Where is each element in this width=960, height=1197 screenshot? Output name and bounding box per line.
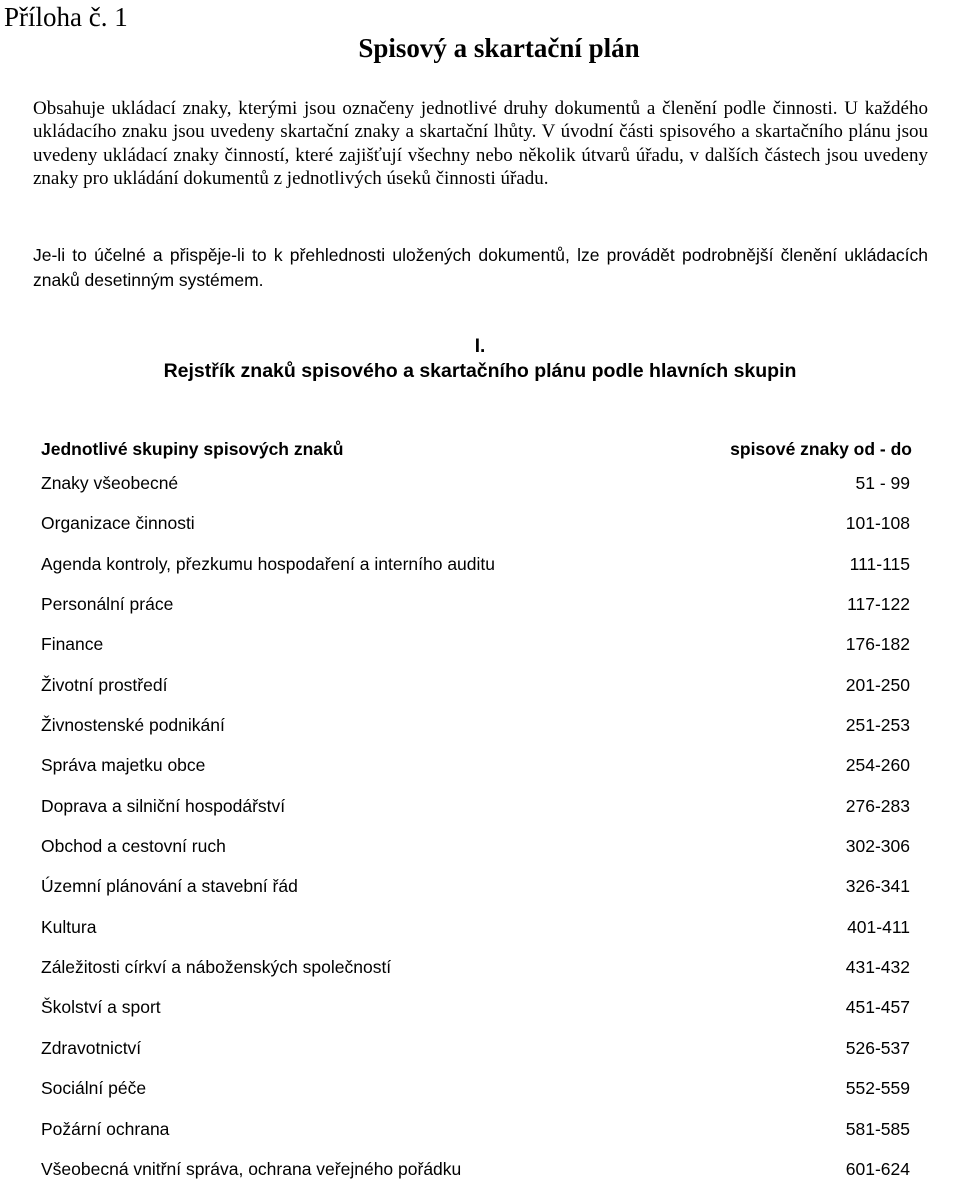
- table-row: [41, 1117, 912, 1157]
- table-row: [41, 995, 912, 1035]
- group-range: 176-182: [845, 634, 910, 655]
- group-range: 251-253: [845, 715, 910, 736]
- table-body: [41, 471, 912, 1197]
- table-header-row: [41, 437, 912, 471]
- group-name: Sociální péče: [41, 1078, 147, 1099]
- group-range: 111-115: [849, 553, 910, 574]
- group-name: Agenda kontroly, přezkumu hospodaření a interního auditu: [41, 553, 496, 574]
- group-range: 552-559: [845, 1078, 910, 1099]
- group-range: 117-122: [847, 594, 910, 615]
- group-name: Územní plánování a stavební řád: [41, 876, 298, 897]
- group-name: Životní prostředí: [41, 674, 168, 695]
- group-range: 302-306: [845, 836, 910, 857]
- attachment-label: Příloha č. 1: [4, 2, 128, 32]
- group-range: 401-411: [847, 916, 910, 937]
- group-range: 51 - 99: [855, 473, 910, 493]
- table-row: [41, 632, 912, 672]
- group-name: Personální práce: [41, 594, 174, 615]
- group-name: Doprava a silniční hospodářství: [41, 795, 286, 816]
- note-paragraph: Je-li to účelné a přispěje-li to k přehlednosti uložených dokumentů, lze provádět podrobnější členění ukládacích znaků desetinným systémem.: [33, 245, 928, 290]
- index-table: [41, 437, 912, 1197]
- group-name: Školství a sport: [41, 997, 161, 1018]
- group-range: 526-537: [845, 1037, 910, 1058]
- table-row: [41, 673, 912, 713]
- group-name: Finance: [41, 634, 104, 655]
- table-row: [41, 713, 912, 753]
- group-name: Živnostenské podnikání: [41, 715, 225, 736]
- group-name: Organizace činnosti: [41, 513, 195, 534]
- table-row: [41, 794, 912, 834]
- table-row: [41, 511, 912, 551]
- group-range: 326-341: [845, 876, 910, 897]
- group-range: 101-108: [845, 513, 910, 534]
- group-range: 581-585: [845, 1118, 910, 1139]
- table-row: [41, 1076, 912, 1116]
- group-name: Kultura: [41, 916, 97, 937]
- group-name: Obchod a cestovní ruch: [41, 836, 226, 857]
- section-title: Rejstřík znaků spisového a skartačního plánu podle hlavních skupin: [163, 360, 797, 382]
- table-row: [41, 1036, 912, 1076]
- group-range: 201-250: [845, 674, 910, 695]
- table-row: [41, 471, 912, 511]
- intro-paragraph: Obsahuje ukládací znaky, kterými jsou označeny jednotlivé druhy dokumentů a členění podle činnosti. U každého ukládacího znaku jsou uvedeny skartační znaky a skartační lhůty. V úvodní části spisového a skartačního plánu jsou uvedeny ukládací znaky činností, které zajišťují všechny nebo několik útvarů úřadu, v dalších částech jsou uvedeny znaky pro ukládání dokumentů z jednotlivých úseků činnosti úřadu.: [33, 98, 928, 189]
- group-name: Záležitosti církví a náboženských společností: [41, 957, 392, 978]
- table-row: [41, 753, 912, 793]
- group-name: Správa majetku obce: [41, 755, 206, 776]
- document-title: Spisový a skartační plán: [358, 33, 640, 63]
- group-range: 276-283: [845, 795, 910, 816]
- group-range: 601-624: [845, 1158, 910, 1179]
- table-row: [41, 834, 912, 874]
- table-row: [41, 552, 912, 592]
- group-range: 451-457: [845, 997, 910, 1018]
- group-name: Znaky všeobecné: [41, 473, 179, 493]
- table-row: [41, 874, 912, 914]
- table-row: [41, 592, 912, 632]
- table-row: [41, 1157, 912, 1197]
- group-name: Požární ochrana: [41, 1118, 170, 1139]
- header-range: spisové znaky od - do: [730, 439, 912, 459]
- group-name: Zdravotnictví: [41, 1037, 142, 1058]
- header-group: Jednotlivé skupiny spisových znaků: [41, 439, 344, 459]
- section-number: I.: [474, 336, 486, 357]
- table-row: [41, 915, 912, 955]
- table-row: [41, 955, 912, 995]
- group-range: 254-260: [845, 755, 910, 776]
- group-range: 431-432: [845, 957, 910, 978]
- group-name: Všeobecná vnitřní správa, ochrana veřejného pořádku: [41, 1158, 462, 1179]
